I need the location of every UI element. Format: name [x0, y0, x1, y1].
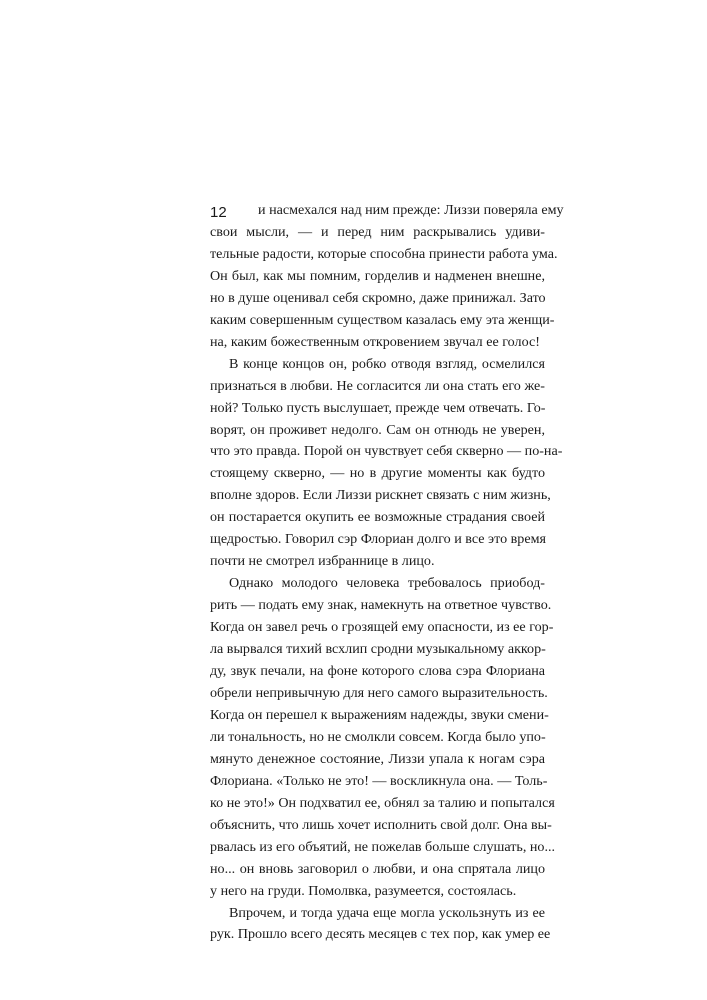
text-line: рвалась из его объятий, не пожелав больше слушать, но... [210, 838, 556, 855]
paragraph [210, 200, 564, 354]
text-line: В конце концов он, робко отводя взгляд, осмелился [229, 355, 545, 372]
text-line: на, каким божественным откровением звучал ее голос! [210, 333, 540, 350]
text-line: Когда он перешел к выражениям надежды, звуки смени- [210, 706, 549, 723]
page-body [210, 200, 564, 946]
text-line: ду, звук печали, на фоне которого слова сэра Флориана [210, 663, 545, 680]
text-line: мянуто денежное состояние, Лиззи упала к ногам сэра [210, 750, 545, 767]
text-line: ворят, он проживет недолго. Сам он отнюдь не уверен, [210, 421, 545, 438]
text-line: свои мысли, — и перед ним раскрывались удиви- [210, 223, 545, 240]
text-line: но в душе оценивал себя скромно, даже принижал. Зато [210, 289, 546, 306]
text-line: Однако молодого человека требовалось приобод- [229, 575, 545, 592]
text-line: почти не смотрел избраннице в лицо. [210, 553, 435, 570]
text-line: стоящему скверно, — но в другие моменты как будто [210, 465, 545, 482]
text-line: Флориана. «Только не это! — воскликнула она. — Толь- [210, 772, 548, 789]
text-line: что это правда. Порой он чувствует себя скверно — по-на- [210, 443, 563, 460]
text-line: Он был, как мы помним, горделив и надменен внешне, [210, 267, 545, 284]
text-line: ной? Только пусть выслушает, прежде чем отвечать. Го- [210, 399, 546, 416]
text-line: рук. Прошло всего десять месяцев с тех пор, как умер ее [210, 926, 551, 943]
text-line: объяснить, что лишь хочет исполнить свой долг. Она вы- [210, 816, 552, 833]
text-line: ла вырвался тихий всхлип сродни музыкальному аккор- [210, 641, 546, 658]
text-line: вполне здоров. Если Лиззи рискнет связать с ним жизнь, [210, 487, 551, 504]
text-line: ли тональность, но не смолкли совсем. Когда было упо- [210, 728, 546, 745]
text-line: ко не это!» Он подхватил ее, обнял за талию и попытался [210, 794, 555, 811]
text-line: и насмехался над ним прежде: Лиззи поверяла ему [258, 202, 564, 218]
text-line: признаться в любви. Не согласится ли она стать его же- [210, 377, 545, 394]
text-line: щедростью. Говорил сэр Флориан долго и все это время [210, 531, 546, 548]
text-line: Впрочем, и тогда удача еще могла ускользнуть из ее [229, 904, 545, 921]
paragraph [210, 573, 556, 902]
page-number: 12 [210, 204, 227, 221]
text-line: каким совершенным существом казалась ему эта женщи- [210, 311, 555, 328]
paragraph [210, 903, 551, 947]
text-line: обрели непривычную для него самого выразительность. [210, 684, 548, 701]
paragraph [210, 354, 563, 574]
text-line: рить — подать ему знак, намекнуть на ответное чувство. [210, 597, 552, 614]
text-line: он постарается окупить ее возможные страдания своей [210, 509, 545, 526]
text-line: тельные радости, которые способна принести работа ума. [210, 245, 558, 262]
text-line: у него на груди. Помолвка, разумеется, состоялась. [210, 882, 517, 899]
text-line: Когда он завел речь о грозящей ему опасности, из ее гор- [210, 619, 554, 636]
text-line: но... он вновь заговорил о любви, и она спрятала лицо [210, 860, 545, 877]
